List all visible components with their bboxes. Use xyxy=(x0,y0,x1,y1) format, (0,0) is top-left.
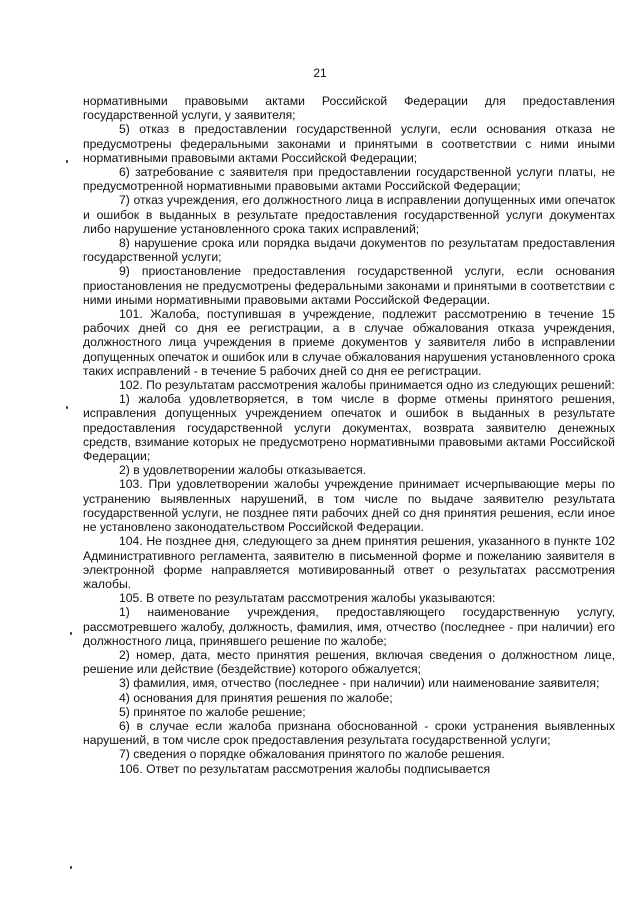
paragraph: нормативными правовыми актами Российской Федерации для предоставления государственной услуги, у заявителя; xyxy=(83,94,615,123)
paragraph: 8) нарушение срока или порядка выдачи документов по результатам предоставления государственной услуги; xyxy=(83,236,615,265)
paragraph: 6) в случае если жалоба признана обоснованной - сроки устранения выявленных нарушений, в том числе срок предоставления результата государственной услуги; xyxy=(83,718,615,748)
paragraph: 9) приостановление предоставления государственной услуги, если основания приостановления не предусмотрены федеральными законами и принятыми в соответствии с ними иными нормативными правовыми актами Российской Федерации. xyxy=(83,264,615,307)
paragraph: 4) основания для принятия решения по жалобе; xyxy=(119,690,393,705)
paragraph: 2) в удовлетворении жалобы отказывается. xyxy=(119,463,367,478)
paragraph: 101. Жалоба, поступившая в учреждение, подлежит рассмотрению в течение 15 рабочих дней со дня ее регистрации, а в случае обжалования отказа учреждения, должностного лица учреждения в приеме документов у заявителя либо в исправлении допущенных опечаток и ошибок или в случае обжалования нарушения установленного срока таких исправлений - в течение 5 рабочих дней со дня ее регистрации. xyxy=(83,307,615,378)
paragraph: 7) сведения о порядке обжалования принятого по жалобе решения. xyxy=(119,747,505,762)
scan-speck xyxy=(66,406,68,409)
scan-speck xyxy=(70,632,72,635)
paragraph: 7) отказ учреждения, его должностного лица в исправлении допущенных ими опечаток и ошибок в выданных в результате предоставления государственной услуги документах либо нарушение установленного срока таких исправлений; xyxy=(83,193,615,236)
paragraph: 5) принятое по жалобе решение; xyxy=(119,704,306,719)
scan-speck xyxy=(70,866,72,869)
paragraph: 106. Ответ по результатам рассмотрения жалобы подписывается xyxy=(119,761,491,776)
scan-speck xyxy=(66,160,68,163)
paragraph: 2) номер, дата, место принятия решения, включая сведения о должностном лице, решение или действие (бездействие) которого обжалуется; xyxy=(83,647,615,677)
paragraph: 105. В ответе по результатам рассмотрения жалобы указываются: xyxy=(119,591,496,606)
paragraph: 103. При удовлетворении жалобы учреждение принимает исчерпывающие меры по устранению выявленных нарушений, в том числе по выдаче заявителю результата государственной услуги, не позднее пяти рабочих дней со дня принятия решения, если иное не установлено законодательством Российской Федерации. xyxy=(83,477,615,535)
paragraph: 102. По результатам рассмотрения жалобы принимается одно из следующих решений: xyxy=(119,378,615,393)
paragraph: 3) фамилия, имя, отчество (последнее - при наличии) или наименование заявителя; xyxy=(119,676,600,691)
paragraph: 1) наименование учреждения, предоставляющего государственную услугу, рассмотревшего жалобу, должность, фамилия, имя, отчество (последнее - при наличии) его должностного лица, принявшего решение по жалобе; xyxy=(83,605,615,648)
document-body xyxy=(83,94,615,776)
paragraph: 5) отказ в предоставлении государственной услуги, если основания отказа не предусмотрены федеральными законами и принятыми в соответствии с ними иными нормативными правовыми актами Российской Федерации; xyxy=(83,122,615,165)
page-number: 21 xyxy=(313,66,327,80)
paragraph: 1) жалоба удовлетворяется, в том числе в форме отмены принятого решения, исправления допущенных учреждением опечаток и ошибок в выданных в результате предоставления государственной услуги документах, возврата заявителю денежных средств, взимание которых не предусмотрено нормативными правовыми актами Российской Федерации; xyxy=(83,392,615,464)
paragraph: 104. Не позднее дня, следующего за днем принятия решения, указанного в пункте 102 Административного регламента, заявителю в письменной форме и пожеланию заявителя в электронной форме направляется мотивированный ответ о результатах рассмотрения жалобы. xyxy=(83,534,615,591)
paragraph: 6) затребование с заявителя при предоставлении государственной услуги платы, не предусмотренной нормативными правовыми актами Российской Федерации; xyxy=(83,165,615,194)
